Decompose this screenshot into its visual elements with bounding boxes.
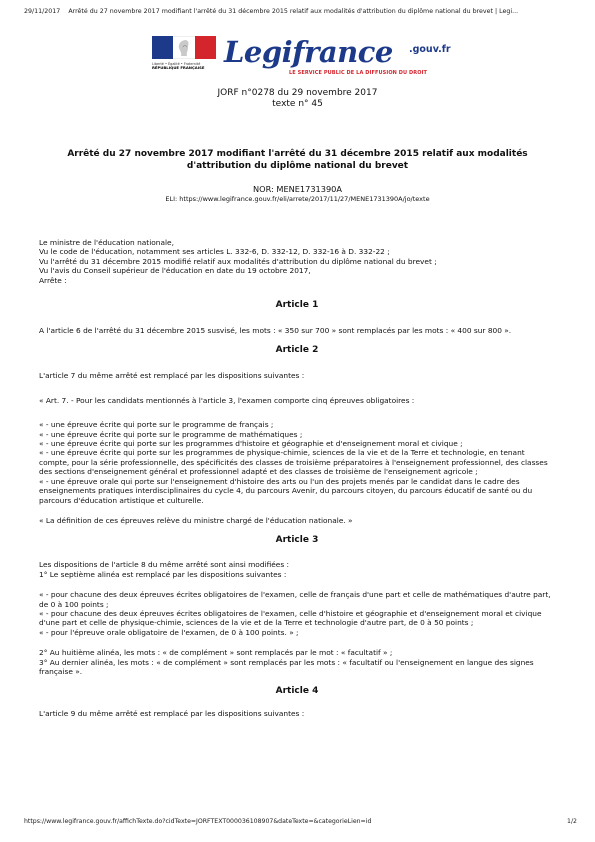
- list-item: « - pour chacune des deux épreuves écrites obligatoires de l'examen, celle de français d'une part et celle de mathématiques d'autre part, de 0 à 100 points ;: [39, 590, 551, 609]
- print-footer: [24, 818, 577, 825]
- article-3-intro: Les dispositions de l'article 8 du même arrêté sont ainsi modifiées :: [39, 560, 290, 570]
- document-title: Arrêté du 27 novembre 2017 modifiant l'arrêté du 31 décembre 2015 relatif aux modalités d'attribution du diplôme national du brevet: [67, 149, 528, 171]
- preamble-line: Le ministre de l'éducation nationale,: [39, 238, 174, 247]
- print-page-title: Arrêté du 27 novembre 2017 modifiant l'arrêté du 31 décembre 2015 relatif aux modalités d'attribution du diplôme national du brevet | Legi...: [68, 8, 519, 15]
- article-3-sub3: 3° Au dernier alinéa, les mots : « de complément » sont remplacés par les mots : « facultatif ou l'enseignement en langue des signes française ».: [39, 657, 534, 676]
- list-item: « - une épreuve écrite qui porte sur le programme de mathématiques ;: [39, 429, 303, 439]
- brand-suffix: .gouv.fr: [409, 44, 451, 55]
- list-item: « - une épreuve écrite qui porte sur le programme de français ;: [39, 420, 274, 430]
- document-body: [39, 238, 555, 719]
- marianne-icon: [172, 38, 196, 58]
- list-item: « - une épreuve écrite qui porte sur les programmes d'histoire et géographie et d'enseignement moral et civique ;: [39, 439, 463, 449]
- text-number: texte n° 45: [272, 99, 323, 109]
- preamble-line: Vu l'avis du Conseil supérieur de l'éducation en date du 19 octobre 2017,: [39, 266, 311, 276]
- article-2-art7: « Art. 7. - Pour les candidats mentionnés à l'article 3, l'examen comporte cinq épreuves obligatoires :: [39, 395, 415, 405]
- preamble-line: Vu l'arrêté du 31 décembre 2015 modifié relatif aux modalités d'attribution du diplôme national du brevet ;: [39, 256, 437, 266]
- preamble: [39, 238, 555, 285]
- list-item: « - une épreuve orale qui porte sur l'enseignement d'histoire des arts ou l'un des projets menés par le candidat dans le cadre des enseignements pratiques interdisciplinaires du cycle 4, du parcours Avenir, du parcours citoyen, du parcours éducatif de santé ou du parcours d'éducation artistique et culturelle.: [39, 476, 533, 505]
- page-url[interactable]: https://www.legifrance.gouv.fr/affichTexte.do?cidTexte=JORFTEXT000036108907&dateTexte=&categorieLien=id: [24, 818, 372, 825]
- article-2-list: [39, 420, 555, 505]
- list-item: « - pour chacune des deux épreuves écrites obligatoires de l'examen, celle d'histoire et géographie et d'enseignement moral et civique d'une part et celle de physique-chimie, sciences de la vie et de la Terre et technologie d'autre part, de 0 à 50 points ;: [39, 608, 542, 628]
- legifrance-logo[interactable]: [152, 36, 452, 82]
- browser-print-header: [24, 8, 585, 15]
- preamble-line: Arrête :: [39, 275, 67, 285]
- article-3-heading: Article 3: [275, 535, 319, 546]
- republique-francaise-logo: [152, 36, 216, 82]
- article-2-closing: « La définition de ces épreuves relève du ministre chargé de l'éducation nationale. »: [39, 515, 353, 525]
- article-3-list: [39, 590, 555, 637]
- list-item: « - pour l'épreuve orale obligatoire de l'examen, de 0 à 100 points. » ;: [39, 627, 299, 637]
- list-item: « - une épreuve écrite qui porte sur les programmes de physique-chimie, sciences de la vie et de la Terre et technologie, en tenant compte, pour la série professionnelle, des spécificités des classes de troisième préparatoires à l'enseignement professionnel, des classes des sections d'enseignement général et professionnel adapté et des classes de troisième de l'enseignement agricole ;: [39, 448, 548, 477]
- page-number: 1/2: [567, 818, 577, 825]
- print-date: 29/11/2017: [24, 8, 61, 15]
- jorf-number: JORF n°0278 du 29 novembre 2017: [217, 88, 378, 98]
- article-1-text: A l'article 6 de l'arrêté du 31 décembre 2015 susvisé, les mots : « 350 sur 700 » sont remplacés par les mots : « 400 sur 800 ».: [39, 326, 512, 336]
- article-4-intro: L'article 9 du même arrêté est remplacé par les dispositions suivantes :: [39, 709, 305, 719]
- jorf-reference: [0, 88, 595, 110]
- article-4-heading: Article 4: [275, 686, 319, 697]
- article-3-sub1: 1° Le septième alinéa est remplacé par les dispositions suivantes :: [39, 569, 287, 579]
- preamble-line: Vu le code de l'éducation, notamment ses articles L. 332-6, D. 332-12, D. 332-16 à D. 332-22 ;: [39, 247, 390, 257]
- article-2-intro: L'article 7 du même arrêté est remplacé par les dispositions suivantes :: [39, 371, 305, 381]
- article-3-sub2: 2° Au huitième alinéa, les mots : « de complément » sont remplacés par le mot : « facultatif » ;: [39, 648, 393, 658]
- brand-tagline: LE SERVICE PUBLIC DE LA DIFFUSION DU DROIT: [289, 70, 428, 76]
- article-2-heading: Article 2: [275, 345, 319, 356]
- nor-reference: NOR: MENE1731390A: [253, 184, 342, 194]
- republic-motto: Liberté • Égalité • Fraternité RÉPUBLIQUE FRANÇAISE: [152, 62, 205, 71]
- eli-link[interactable]: ELI: https://www.legifrance.gouv.fr/eli/arrete/2017/11/27/MENE1731390A/jo/texte: [165, 195, 430, 203]
- article-1-heading: Article 1: [275, 300, 319, 311]
- brand-name: Legifrance: [224, 35, 393, 69]
